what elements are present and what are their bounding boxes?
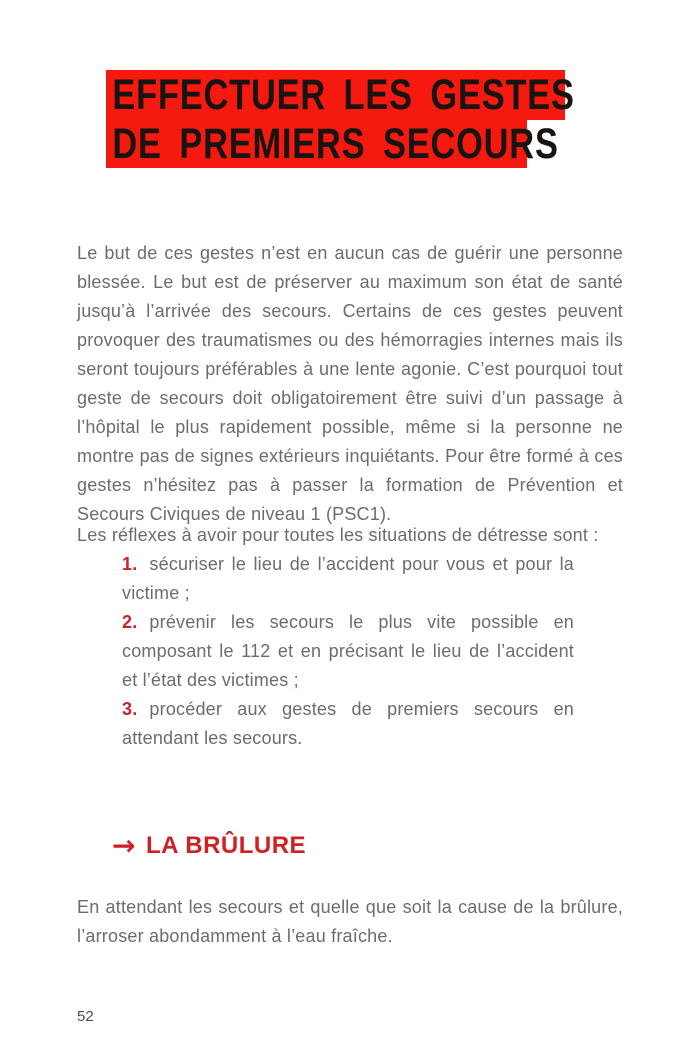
list-item-text: procéder aux gestes de premiers secours en attendant les secours. (122, 699, 574, 748)
intro-paragraph: Le but de ces gestes n’est en aucun cas de guérir une personne blessée. Le but est de préserver au maximum son état de santé jusqu’à l’arrivée des secours. Certains de ces gestes peuvent provoquer des traumatismes ou des hémorragies internes mais ils seront toujours préférables à une lente agonie. C’est pourquoi tout geste de secours doit obligatoirement être suivi d’un passage à l’hôpital le plus rapidement possible, même si la personne ne montre pas de signes extérieurs inquiétants. Pour être formé à ces gestes n’hésitez pas à passer la formation de Prévention et Secours Civiques de niveau 1 (PSC1). (77, 243, 623, 524)
list-item-number: 1. (122, 554, 138, 574)
list-item (122, 550, 574, 608)
page-number: 52 (77, 1008, 94, 1025)
list-item (122, 608, 574, 695)
reflex-list (122, 550, 574, 753)
chapter-banner-line-2 (106, 120, 559, 168)
list-item (122, 695, 574, 753)
list-item-text: sécuriser le lieu de l’accident pour vous et pour la victime ; (122, 554, 574, 603)
chapter-title-line-1: EFFECTUER LES GESTES (112, 71, 575, 119)
chapter-banner-line-1 (106, 70, 575, 120)
burn-paragraph: En attendant les secours et quelle que soit la cause de la brûlure, l’arroser abondamment à l’eau fraîche. (77, 897, 623, 946)
list-item-number: 3. (122, 699, 138, 719)
arrow-right-icon: → (112, 829, 136, 862)
section-heading-label: LA BRÛLURE (145, 832, 307, 859)
chapter-title-line-2: DE PREMIERS SECOURS (112, 120, 559, 168)
chapter-banner (106, 70, 575, 168)
section-heading-la-brulure (112, 829, 307, 862)
list-item-text: prévenir les secours le plus vite possible en composant le 112 et en précisant le lieu de l’accident et l’état des victimes ; (122, 612, 574, 690)
reflex-intro-line: Les réflexes à avoir pour toutes les situations de détresse sont : (77, 525, 599, 545)
list-item-number: 2. (122, 612, 138, 632)
